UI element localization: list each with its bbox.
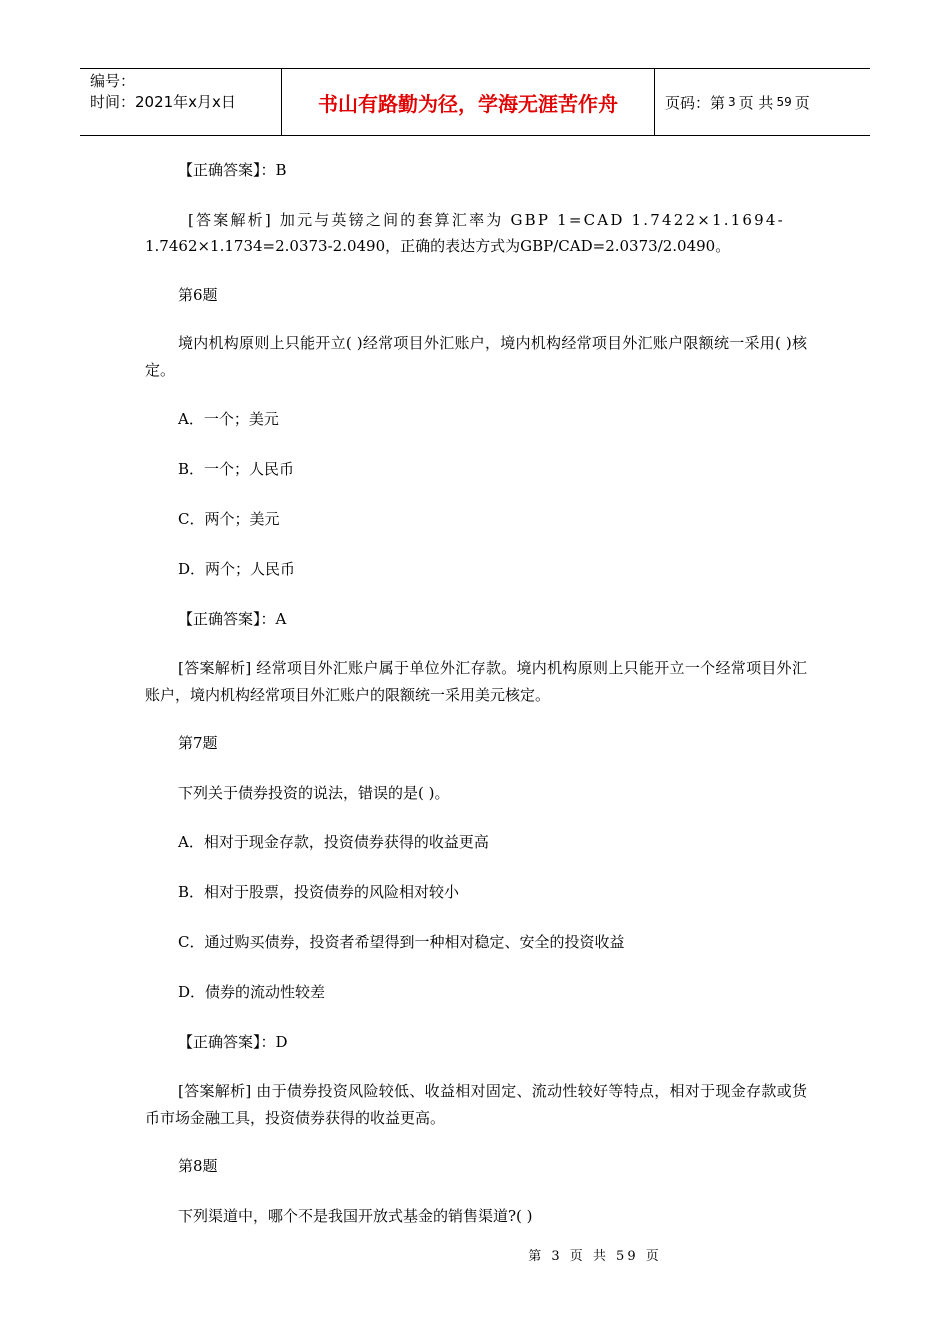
q5-answer: 【正确答案】：B xyxy=(178,161,287,179)
header-meta xyxy=(80,69,282,135)
q7-analysis: [答案解析] 由于债券投资风险较低、收益相对固定、流动性较好等特点，相对于现金存款或货币市场金融工具，投资债券获得的收益更高。 xyxy=(145,1082,807,1127)
q7-title: 第7题 xyxy=(178,734,218,752)
q6-analysis: [答案解析] 经常项目外汇账户属于单位外汇存款。境内机构原则上只能开立一个经常项目外汇账户，境内机构经常项目外汇账户的限额统一采用美元核定。 xyxy=(145,659,807,704)
page-total: 59 xyxy=(776,95,792,109)
page-label: 页码：第 xyxy=(665,93,726,112)
q6-answer: 【正确答案】：A xyxy=(178,610,287,628)
q5-analysis-line2: 1.7462×1.1734=2.0373-2.0490，正确的表达方式为GBP/CAD=2.0373/2.0490。 xyxy=(145,237,731,255)
q8-title: 第8题 xyxy=(178,1157,218,1175)
date-label: 时间：2021年x月x日 xyxy=(90,93,236,111)
q6-title: 第6题 xyxy=(178,286,218,304)
q6-option-c: C．两个；美元 xyxy=(178,510,280,528)
q7-answer: 【正确答案】：D xyxy=(178,1033,288,1051)
code-label: 编号： xyxy=(90,72,136,90)
q8-stem: 下列渠道中，哪个不是我国开放式基金的销售渠道?( ) xyxy=(178,1207,533,1225)
q7-option-d: D．债券的流动性较差 xyxy=(178,983,326,1001)
page-number: 3 xyxy=(728,95,736,109)
q7-option-a: A．相对于现金存款，投资债券获得的收益更高 xyxy=(178,833,489,851)
q6-option-d: D．两个；人民币 xyxy=(178,560,296,578)
q7-option-c: C．通过购买债券，投资者希望得到一种相对稳定、安全的投资收益 xyxy=(178,933,625,951)
q6-option-a: A．一个；美元 xyxy=(178,410,279,428)
q5-analysis-line1: [答案解析] 加元与英镑之间的套算汇率为 GBP 1=CAD 1.7422×1.1694- xyxy=(188,211,785,229)
page-mid: 页 共 xyxy=(738,93,774,112)
page-end: 页 xyxy=(794,93,810,112)
header-page-info xyxy=(655,69,870,135)
page-header xyxy=(80,68,870,136)
q6-option-b: B．一个；人民币 xyxy=(178,460,295,478)
q6-stem: 境内机构原则上只能开立( )经常项目外汇账户，境内机构经常项目外汇账户限额统一采用( )核定。 xyxy=(145,334,807,379)
q7-option-b: B．相对于股票，投资债券的风险相对较小 xyxy=(178,883,460,901)
page-footer: 第 3 页 共 59 页 xyxy=(528,1249,662,1264)
header-motto: 书山有路勤为径，学海无涯苦作舟 xyxy=(282,69,655,135)
q7-stem: 下列关于债券投资的说法，错误的是( )。 xyxy=(178,784,450,802)
